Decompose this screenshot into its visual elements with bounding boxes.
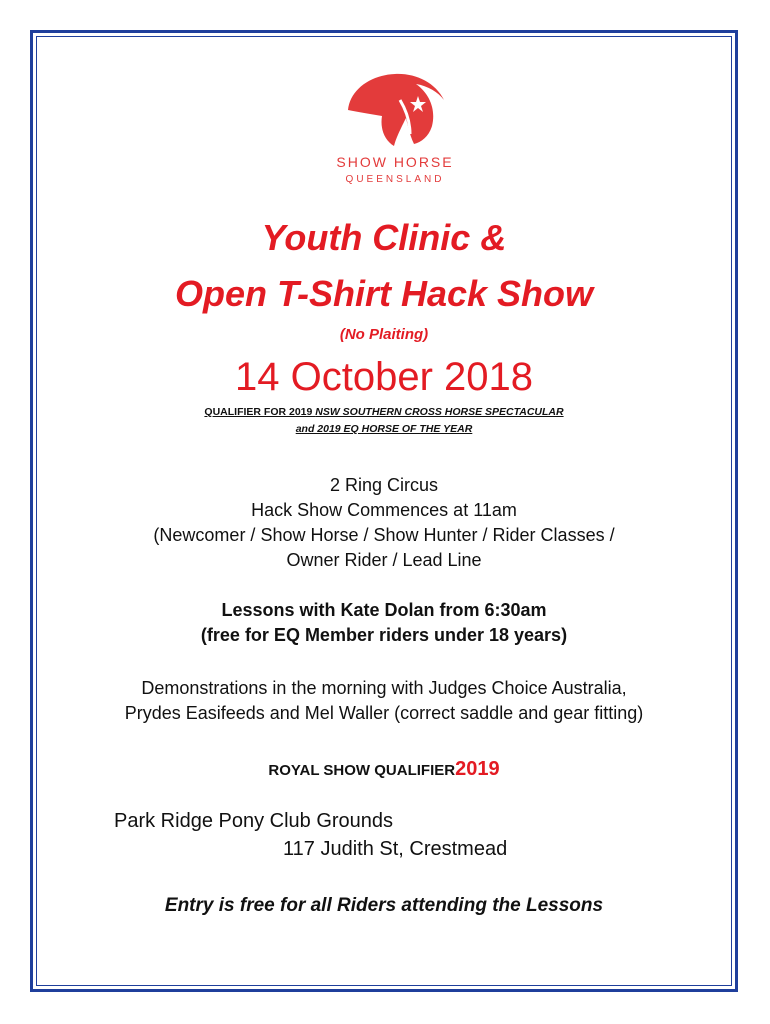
details-line-1: 2 Ring Circus: [329, 475, 439, 495]
qualifier-event-name: NSW SOUTHERN CROSS HORSE SPECTACULAR: [315, 406, 564, 418]
demonstrations-block: [36, 676, 732, 726]
horse-head-star-icon: [340, 70, 450, 150]
venue-address: 117 Judith St, Crestmead: [283, 838, 508, 860]
title-line-1: Youth Clinic &: [261, 217, 507, 258]
details-block: [36, 473, 732, 573]
title-line-2: Open T-Shirt Hack Show: [174, 273, 594, 314]
entry-note: Entry is free for all Riders attending the Lessons: [164, 895, 604, 916]
demonstrations-line-2: Prydes Easifeeds and Mel Waller (correct saddle and gear fitting): [124, 703, 644, 723]
demonstrations-line-1: Demonstrations in the morning with Judges Choice Australia,: [141, 678, 627, 698]
details-line-3: (Newcomer / Show Horse / Show Hunter / Rider Classes /: [153, 525, 615, 545]
lessons-line-1: Lessons with Kate Dolan from 6:30am: [221, 600, 547, 620]
logo-text-show-horse: SHOW HORSE: [336, 154, 454, 170]
lessons-block: [36, 598, 732, 648]
no-plaiting-note: (No Plaiting): [339, 326, 429, 343]
details-line-2: Hack Show Commences at 11am: [251, 500, 517, 520]
royal-show-label: ROYAL SHOW QUALIFIER: [268, 762, 456, 779]
qualifier-line-1: [36, 406, 732, 418]
event-date: 14 October 2018: [235, 355, 533, 399]
logo-text-queensland: QUEENSLAND: [345, 174, 445, 185]
royal-show-qualifier: [36, 758, 732, 781]
details-line-4: Owner Rider / Lead Line: [286, 550, 482, 570]
venue-name: Park Ridge Pony Club Grounds: [114, 810, 394, 832]
royal-show-year: 2019: [455, 758, 500, 780]
lessons-line-2: (free for EQ Member riders under 18 years): [200, 625, 568, 645]
qualifier-line-2: and 2019 EQ HORSE OF THE YEAR: [295, 423, 473, 435]
show-horse-queensland-logo: [320, 70, 470, 200]
qualifier-prefix: QUALIFIER FOR 2019: [204, 406, 316, 418]
